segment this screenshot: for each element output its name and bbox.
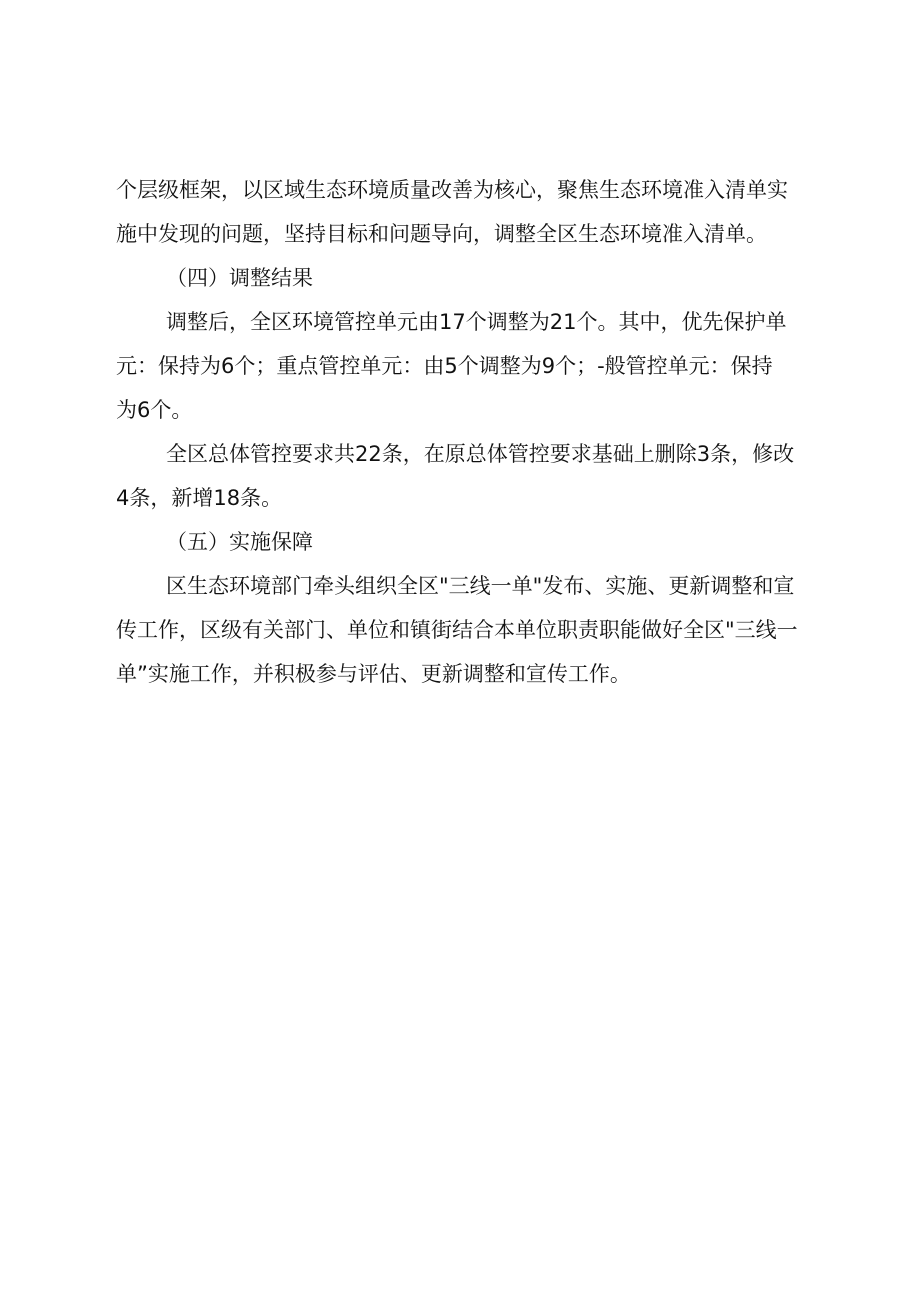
paragraph-line: 调整后，全区环境管控单元由17个调整为21个。其中，优先保护单: [166, 310, 787, 334]
paragraph-line: 个层级框架，以区域生态环境质量改善为核心，聚焦生态环境准入清单实: [116, 178, 788, 202]
paragraph-line: 施中发现的问题，坚持目标和问题导向，调整全区生态环境准入清单。: [116, 222, 767, 246]
paragraph-line: 全区总体管控要求共22条，在原总体管控要求基础上删除3条，修改: [166, 442, 795, 466]
paragraph-line: 单”实施工作，并积极参与评估、更新调整和宣传工作。: [116, 662, 631, 686]
section-heading-5: （五）实施保障: [166, 530, 313, 554]
paragraph-line: 区生态环境部门牵头组织全区"三线一单"发布、实施、更新调整和宣: [166, 574, 795, 598]
document-body: [116, 168, 822, 696]
paragraph-line: 元：保持为6个；重点管控单元：由5个调整为9个；-般管控单元：保持: [116, 354, 773, 378]
paragraph-line: 为6个。: [116, 398, 193, 422]
paragraph-line: 4条，新增18条。: [116, 486, 283, 510]
paragraph-line: 传工作，区级有关部门、单位和镇街结合本单位职责职能做好全区"三线一: [116, 618, 798, 642]
section-heading-4: （四）调整结果: [166, 266, 313, 290]
